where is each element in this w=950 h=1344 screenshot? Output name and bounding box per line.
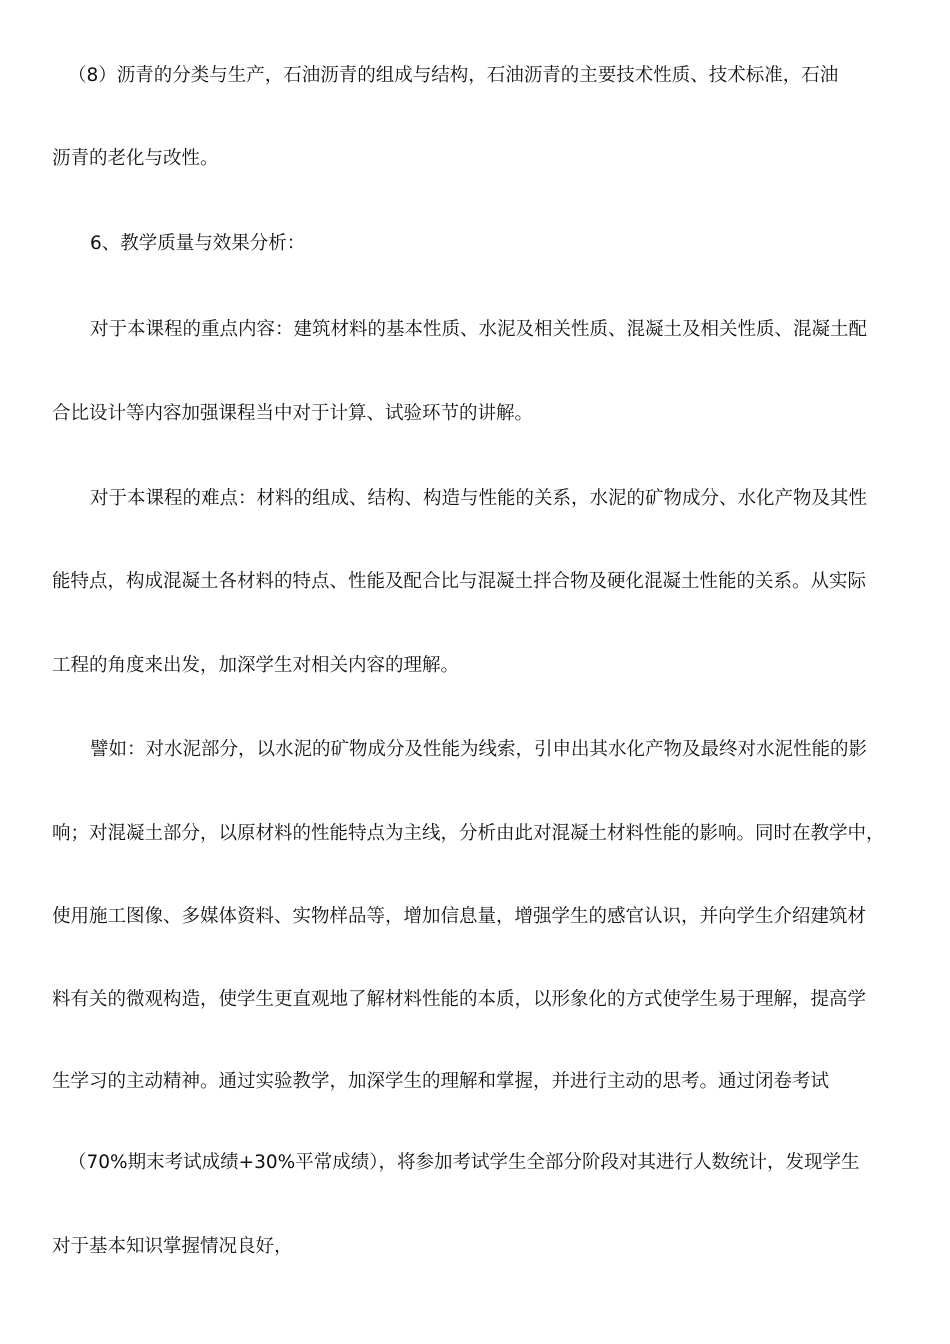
text-line-key-content-1: 对于本课程的重点内容：建筑材料的基本性质、水泥及相关性质、混凝土及相关性质、混凝土配 <box>90 319 868 340</box>
section-heading-teaching-quality: 6、教学质量与效果分析： <box>90 233 306 254</box>
text-line-asphalt-2: 沥青的老化与改性。 <box>52 148 219 169</box>
text-line-example-4: 料有关的微观构造，使学生更直观地了解材料性能的本质，以形象化的方式使学生易于理解，提高学 <box>52 989 867 1010</box>
text-line-example-3: 使用施工图像、多媒体资料、实物样品等，增加信息量，增强学生的感官认识，并向学生介绍建筑材 <box>52 906 867 927</box>
text-line-difficulty-3: 工程的角度来出发，加深学生对相关内容的理解。 <box>52 655 460 676</box>
text-line-example-7: 对于基本知识掌握情况良好， <box>52 1236 293 1257</box>
text-line-example-5: 生学习的主动精神。通过实验教学，加深学生的理解和掌握，并进行主动的思考。通过闭卷考试 <box>52 1071 830 1092</box>
text-line-key-content-2: 合比设计等内容加强课程当中对于计算、试验环节的讲解。 <box>52 403 534 424</box>
text-line-asphalt-1: （8）沥青的分类与生产，石油沥青的组成与结构，石油沥青的主要技术性质、技术标准，石油 <box>68 65 839 86</box>
text-line-example-6: （70%期末考试成绩+30%平常成绩），将参加考试学生全部分阶段对其进行人数统计，发现学生 <box>68 1152 860 1173</box>
text-line-difficulty-2: 能特点，构成混凝土各材料的特点、性能及配合比与混凝土拌合物及硬化混凝土性能的关系。从实际 <box>52 571 867 592</box>
text-line-example-2: 响；对混凝土部分，以原材料的性能特点为主线，分析由此对混凝土材料性能的影响。同时在教学中， <box>52 823 885 844</box>
text-line-example-1: 譬如：对水泥部分，以水泥的矿物成分及性能为线索，引申出其水化产物及最终对水泥性能的影 <box>90 739 868 760</box>
text-line-difficulty-1: 对于本课程的难点：材料的组成、结构、构造与性能的关系，水泥的矿物成分、水化产物及其性 <box>90 488 868 509</box>
